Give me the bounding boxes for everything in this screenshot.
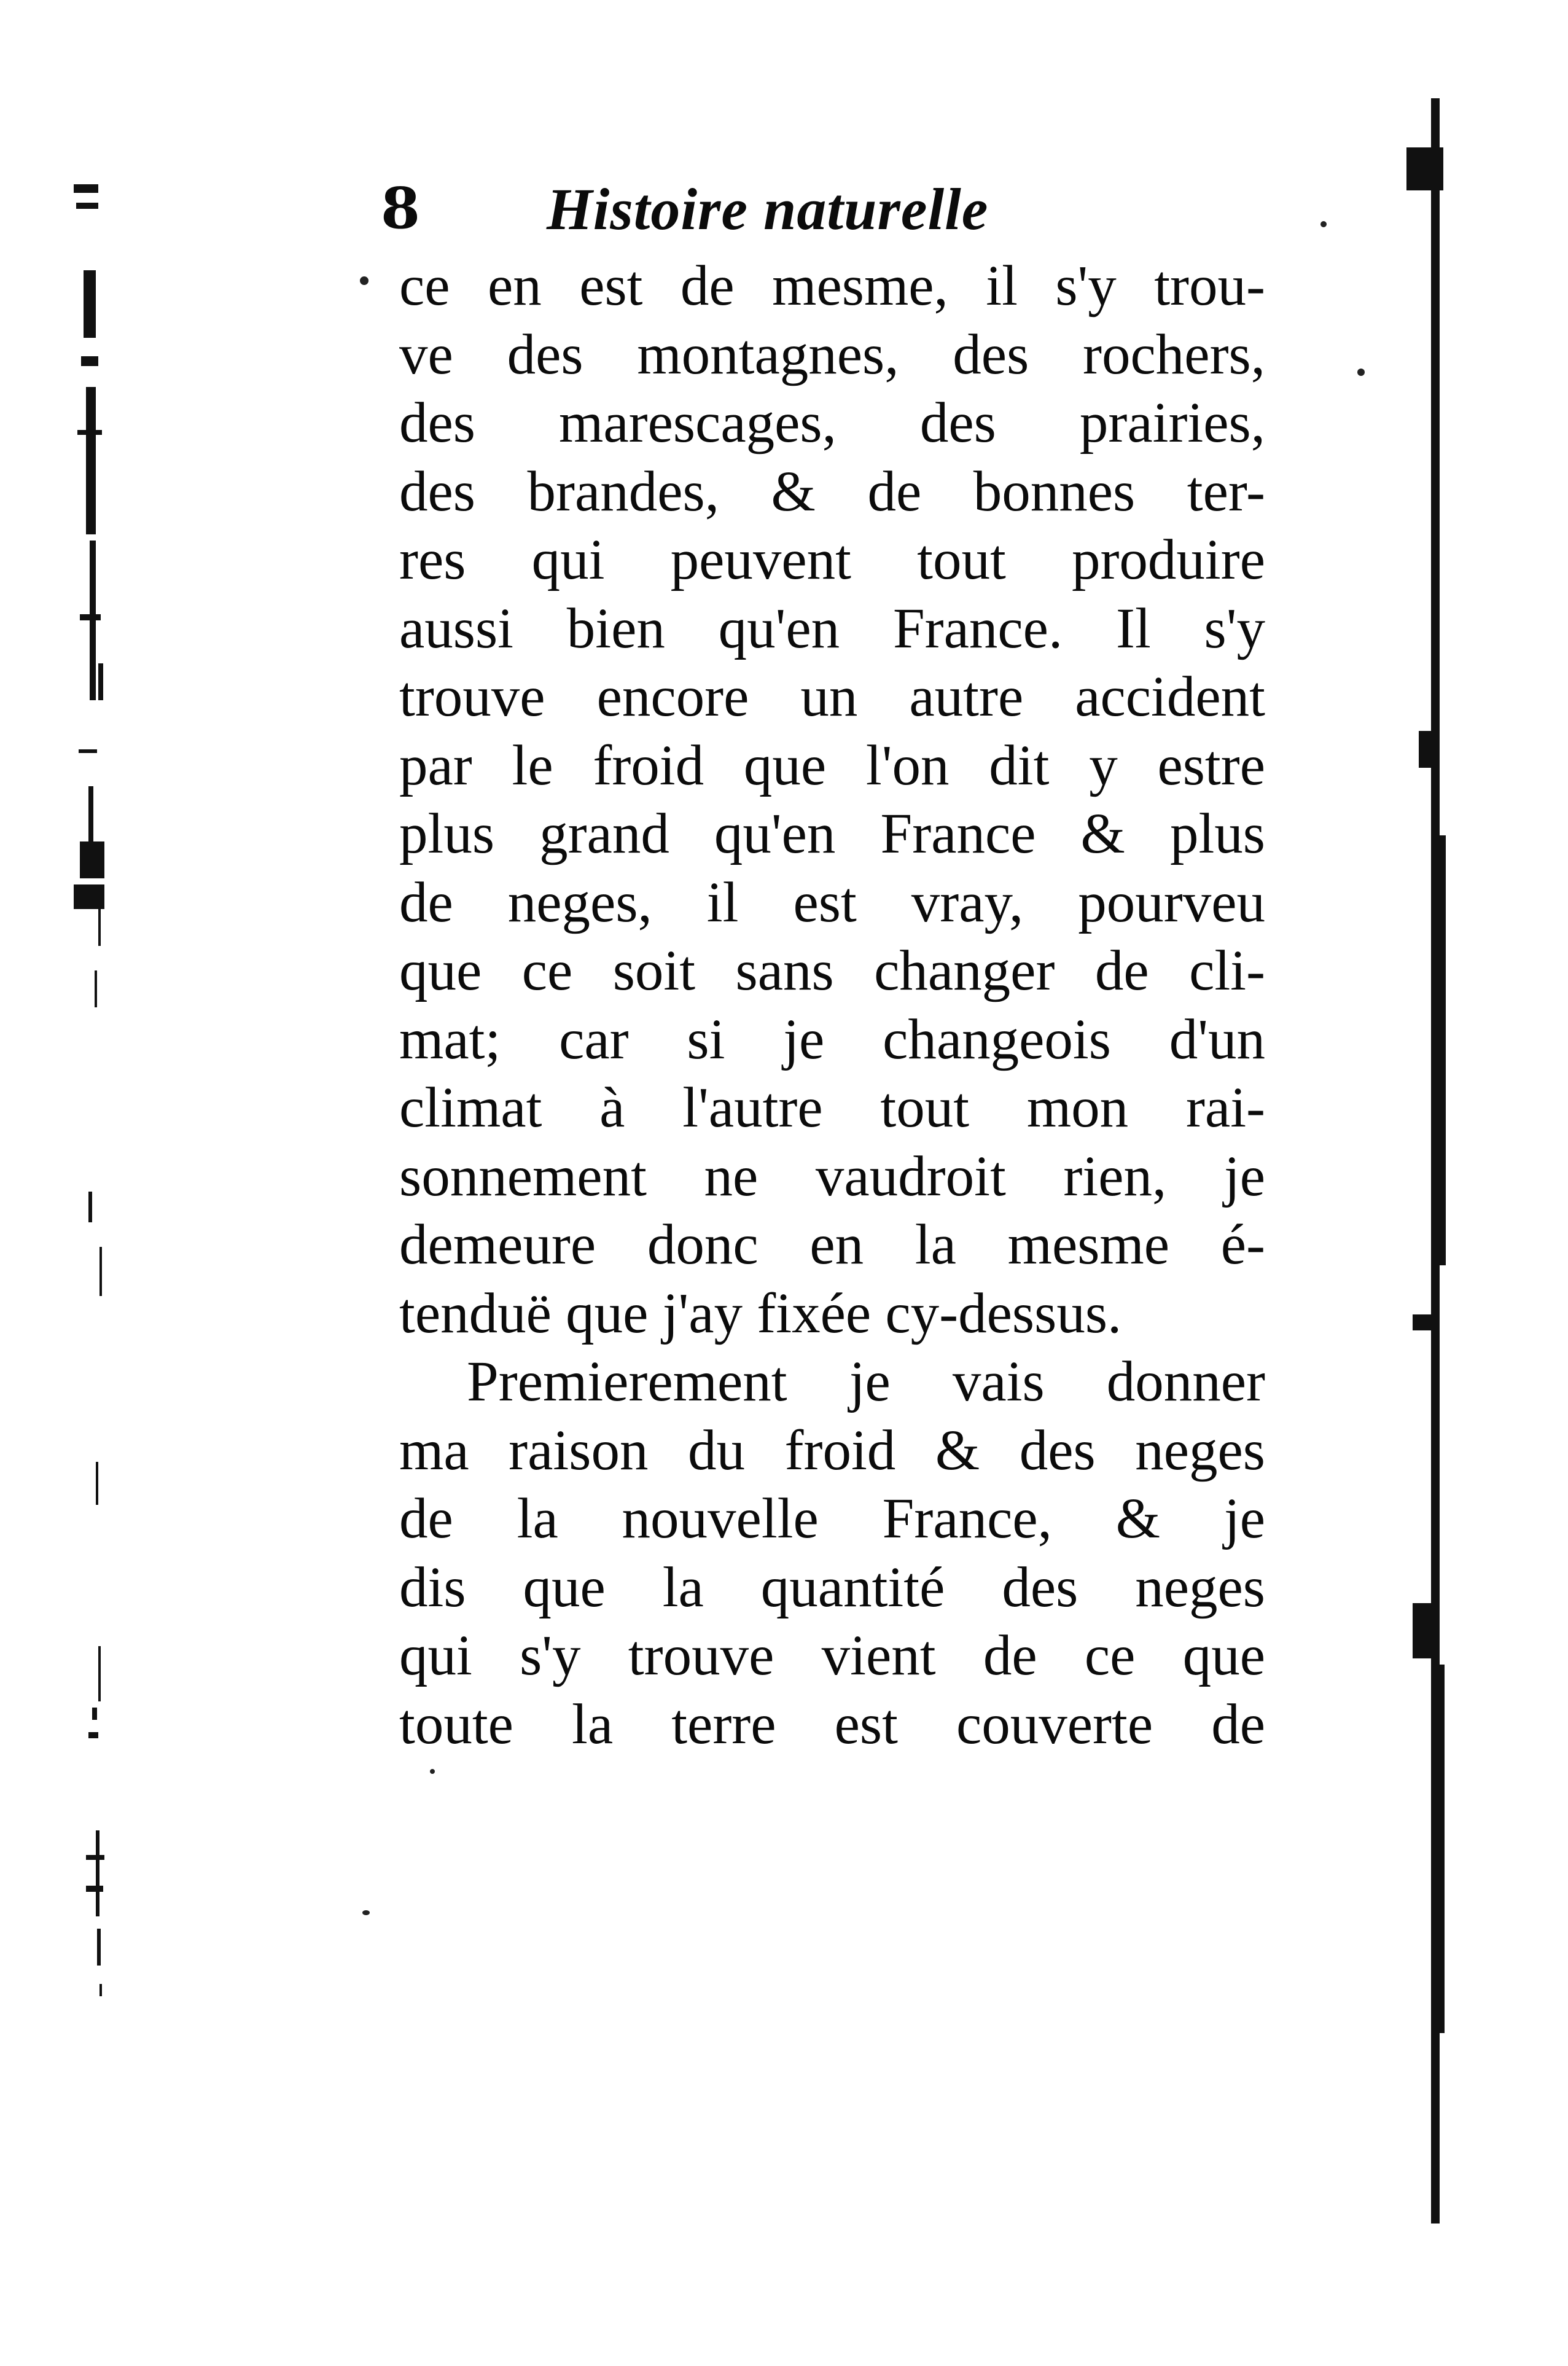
scan-speck <box>360 276 369 285</box>
page-number: 8 <box>381 175 421 241</box>
scan-speck <box>362 1910 370 1915</box>
scan-speck <box>430 1769 435 1774</box>
text-line: ma raison du froid & des neges <box>399 1418 1265 1482</box>
running-head: Histoire naturelle <box>547 176 989 242</box>
scan-speck <box>1320 221 1327 227</box>
text-line: par le froid que l'on dit y estre <box>399 733 1265 797</box>
text-line: ce en est de mesme, il s'y trou- <box>399 254 1265 318</box>
right-binding-edge <box>1394 98 1468 2236</box>
text-line: sonnement ne vaudroit rien, je <box>399 1144 1265 1208</box>
text-line: ve des montagnes, des rochers, <box>399 322 1265 386</box>
text-line: dis que la quantité des neges <box>399 1555 1265 1619</box>
text-line: demeure donc en la mesme é- <box>399 1213 1265 1276</box>
page-header <box>381 175 1253 249</box>
text-line: tenduë que j'ay fixée cy-dessus. <box>399 1281 1122 1345</box>
paragraph-first-line: Premierement je vais donner <box>467 1350 1265 1413</box>
text-line: toute la terre est couverte de <box>399 1692 1265 1756</box>
text-line: qui s'y trouve vient de ce que <box>399 1624 1265 1687</box>
text-line: de la nouvelle France, & je <box>399 1487 1265 1550</box>
left-gutter-marks <box>61 111 147 2199</box>
text-line: climat à l'autre tout mon rai- <box>399 1076 1265 1139</box>
text-line: mat; car si je changeois d'un <box>399 1007 1265 1071</box>
text-line: res qui peuvent tout produire <box>399 528 1265 592</box>
text-line: aussi bien qu'en France. Il s'y <box>399 596 1265 660</box>
scan-speck <box>1357 369 1365 376</box>
text-line: que ce soit sans changer de cli- <box>399 939 1265 1002</box>
text-line: des marescages, des prairies, <box>399 391 1265 455</box>
text-line: de neges, il est vray, pourveu <box>399 870 1265 934</box>
text-line: des brandes, & de bonnes ter- <box>399 459 1265 523</box>
body-text <box>399 252 1265 1759</box>
text-line: plus grand qu'en France & plus <box>399 802 1265 865</box>
text-line: trouve encore un autre accident <box>399 665 1265 728</box>
